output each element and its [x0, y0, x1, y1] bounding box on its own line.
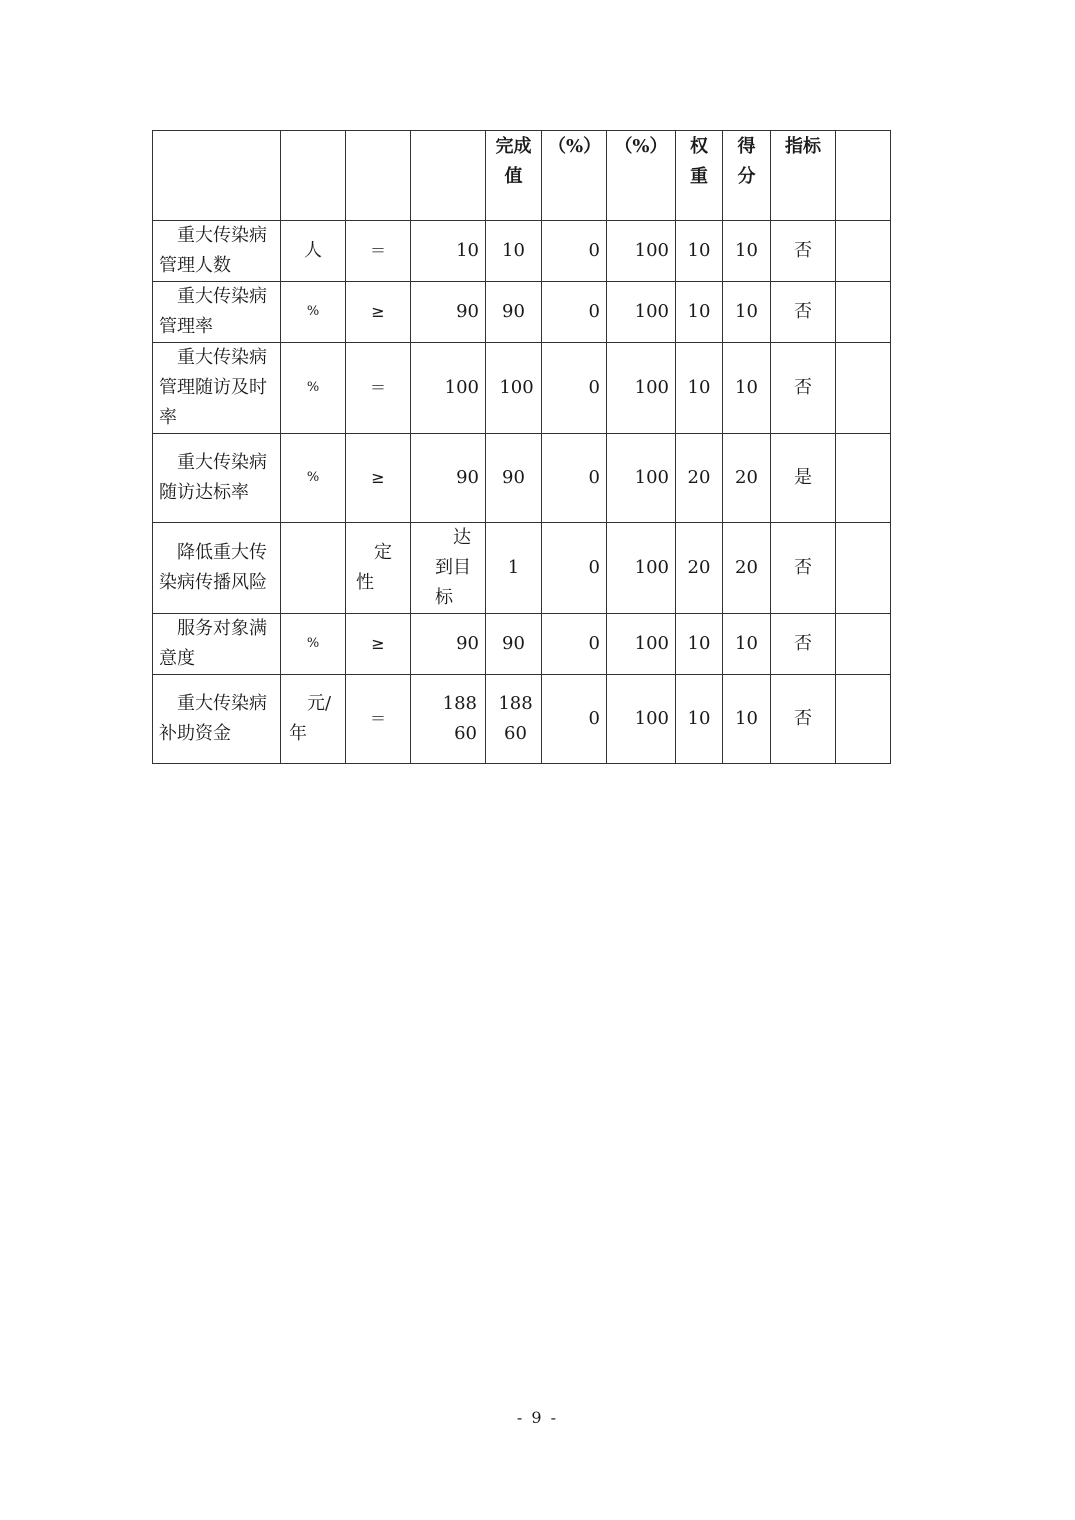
- page-number: - 9 -: [516, 1408, 559, 1427]
- deviation-cell: 0: [542, 221, 607, 282]
- unit-cell: [281, 523, 346, 614]
- actual-value-cell: 100: [486, 343, 542, 434]
- weight-cell: 10: [676, 614, 723, 675]
- header-cell-completion: 完成值: [486, 131, 542, 221]
- extra-cell: [836, 675, 891, 764]
- unit-cell: %: [281, 282, 346, 343]
- rate-cell: 100: [607, 675, 676, 764]
- deviation-cell: 0: [542, 523, 607, 614]
- weight-cell: 10: [676, 221, 723, 282]
- operator-cell: ＝: [346, 675, 411, 764]
- weight-cell: 10: [676, 343, 723, 434]
- performance-table: [152, 130, 891, 764]
- rate-cell: 100: [607, 221, 676, 282]
- indicator-name-cell: 降低重大传染病传播风险: [153, 523, 281, 614]
- table-row: [153, 675, 891, 764]
- flag-cell: 否: [771, 675, 836, 764]
- actual-value-cell: 90: [486, 282, 542, 343]
- indicator-name-cell: 重大传染病管理随访及时率: [153, 343, 281, 434]
- operator-cell: ≥: [346, 434, 411, 523]
- header-cell-score: 得分: [723, 131, 771, 221]
- target-cell: 达到目标: [411, 523, 486, 614]
- deviation-cell: 0: [542, 282, 607, 343]
- extra-cell: [836, 523, 891, 614]
- actual-value-cell: 1: [486, 523, 542, 614]
- target-cell: 18860: [411, 675, 486, 764]
- actual-value-cell: 18860: [486, 675, 542, 764]
- deviation-cell: 0: [542, 434, 607, 523]
- table-row: [153, 523, 891, 614]
- unit-cell: %: [281, 614, 346, 675]
- unit-cell: %: [281, 434, 346, 523]
- actual-value-cell: 90: [486, 614, 542, 675]
- weight-cell: 10: [676, 282, 723, 343]
- target-cell: 90: [411, 434, 486, 523]
- table-row: [153, 434, 891, 523]
- operator-cell: ≥: [346, 614, 411, 675]
- score-cell: 10: [723, 282, 771, 343]
- rate-cell: 100: [607, 434, 676, 523]
- weight-cell: 20: [676, 434, 723, 523]
- deviation-cell: 0: [542, 614, 607, 675]
- score-cell: 10: [723, 343, 771, 434]
- target-cell: 90: [411, 282, 486, 343]
- deviation-cell: 0: [542, 343, 607, 434]
- target-cell: 100: [411, 343, 486, 434]
- score-cell: 10: [723, 675, 771, 764]
- header-cell: [411, 131, 486, 221]
- actual-value-cell: 10: [486, 221, 542, 282]
- flag-cell: 否: [771, 523, 836, 614]
- header-cell-percent: （%）: [542, 131, 607, 221]
- weight-cell: 20: [676, 523, 723, 614]
- unit-cell: 人: [281, 221, 346, 282]
- header-cell-percent: （%）: [607, 131, 676, 221]
- operator-cell: ＝: [346, 221, 411, 282]
- table-row: [153, 221, 891, 282]
- rate-cell: 100: [607, 614, 676, 675]
- flag-cell: 否: [771, 282, 836, 343]
- header-cell: [346, 131, 411, 221]
- deviation-cell: 0: [542, 675, 607, 764]
- unit-cell: %: [281, 343, 346, 434]
- operator-cell: ＝: [346, 343, 411, 434]
- rate-cell: 100: [607, 282, 676, 343]
- table-row: [153, 343, 891, 434]
- indicator-name-cell: 服务对象满意度: [153, 614, 281, 675]
- flag-cell: 否: [771, 614, 836, 675]
- header-cell-weight: 权重: [676, 131, 723, 221]
- target-cell: 90: [411, 614, 486, 675]
- target-cell: 10: [411, 221, 486, 282]
- flag-cell: 否: [771, 221, 836, 282]
- operator-cell: ≥: [346, 282, 411, 343]
- extra-cell: [836, 614, 891, 675]
- flag-cell: 否: [771, 343, 836, 434]
- indicator-name-cell: 重大传染病随访达标率: [153, 434, 281, 523]
- extra-cell: [836, 221, 891, 282]
- operator-cell: 定性: [346, 523, 411, 614]
- indicator-name-cell: 重大传染病管理率: [153, 282, 281, 343]
- score-cell: 10: [723, 221, 771, 282]
- rate-cell: 100: [607, 523, 676, 614]
- score-cell: 10: [723, 614, 771, 675]
- header-cell: [281, 131, 346, 221]
- header-cell: [836, 131, 891, 221]
- actual-value-cell: 90: [486, 434, 542, 523]
- unit-cell: 元/年: [281, 675, 346, 764]
- score-cell: 20: [723, 434, 771, 523]
- extra-cell: [836, 434, 891, 523]
- indicator-name-cell: 重大传染病补助资金: [153, 675, 281, 764]
- rate-cell: 100: [607, 343, 676, 434]
- weight-cell: 10: [676, 675, 723, 764]
- indicator-name-cell: 重大传染病管理人数: [153, 221, 281, 282]
- extra-cell: [836, 282, 891, 343]
- score-cell: 20: [723, 523, 771, 614]
- header-cell-indicator: 指标: [771, 131, 836, 221]
- table-header-row: [153, 131, 891, 221]
- table-row: [153, 282, 891, 343]
- header-cell: [153, 131, 281, 221]
- flag-cell: 是: [771, 434, 836, 523]
- table-row: [153, 614, 891, 675]
- extra-cell: [836, 343, 891, 434]
